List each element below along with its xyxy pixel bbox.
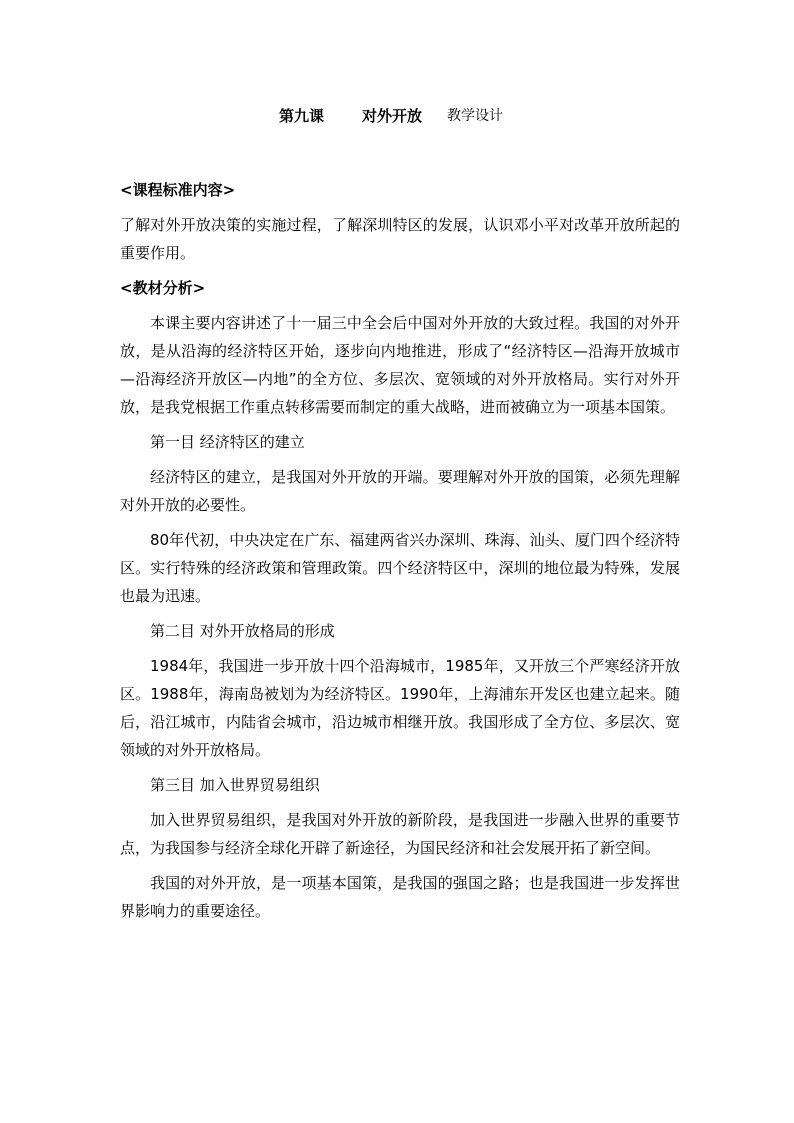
part3-heading: 第三目 加入世界贸易组织 [150,776,320,794]
lesson-subtitle: 教学设计 [447,108,503,124]
document-title [0,104,794,128]
part1-paragraph-1: 经济特区的建立，是我国对外开放的开端。要理解对外开放的国策，必须先理解对外开放的必要性。 [120,468,680,514]
conclusion-paragraph: 我国的对外开放，是一项基本国策，是我国的强国之路；也是我国进一步发挥世界影响力的重要途径。 [120,874,680,920]
lesson-topic: 对外开放 [362,107,423,125]
standards-text: 了解对外开放决策的实施过程，了解深圳特区的发展，认识邓小平对改革开放所起的重要作用。 [120,216,680,262]
lesson-number: 第九课 [279,107,325,125]
part2-heading: 第二目 对外开放格局的形成 [150,622,335,640]
part2-paragraph: 1984年，我国进一步开放十四个沿海城市，1985年，又开放三个严寒经济开放区。1988年，海南岛被划为为经济特区。1990年，上海浦东开发区也建立起来。随后，沿江城市，内陆省会城市，沿边城市相继开放。我国形成了全方位、多层次、宽领域的对外开放格局。 [120,657,680,759]
part1-heading: 第一目 经济特区的建立 [150,433,305,451]
analysis-text: 本课主要内容讲述了十一届三中全会后中国对外开放的大致过程。我国的对外开放，是从沿海的经济特区开始，逐步向内地推进，形成了“经济特区—沿海开放城市—沿海经济开放区—内地”的全方位、多层次、宽领域的对外开放格局。实行对外开放，是我党根据工作重点转移需要而制定的重大战略，进而被确立为一项基本国策。 [120,314,680,416]
part1-paragraph-2: 80年代初，中央决定在广东、福建两省兴办深圳、珠海、汕头、厦门四个经济特区。实行特殊的经济政策和管理政策。四个经济特区中，深圳的地位最为特殊，发展也最为迅速。 [120,531,680,605]
part3-paragraph: 加入世界贸易组织，是我国对外开放的新阶段，是我国进一步融入世界的重要节点，为我国参与经济全球化开辟了新途径，为国民经济和社会发展开拓了新空间。 [120,811,680,857]
standards-heading: <课程标准内容> [120,181,236,199]
document-body [120,176,680,932]
analysis-heading: <教材分析> [120,279,206,297]
